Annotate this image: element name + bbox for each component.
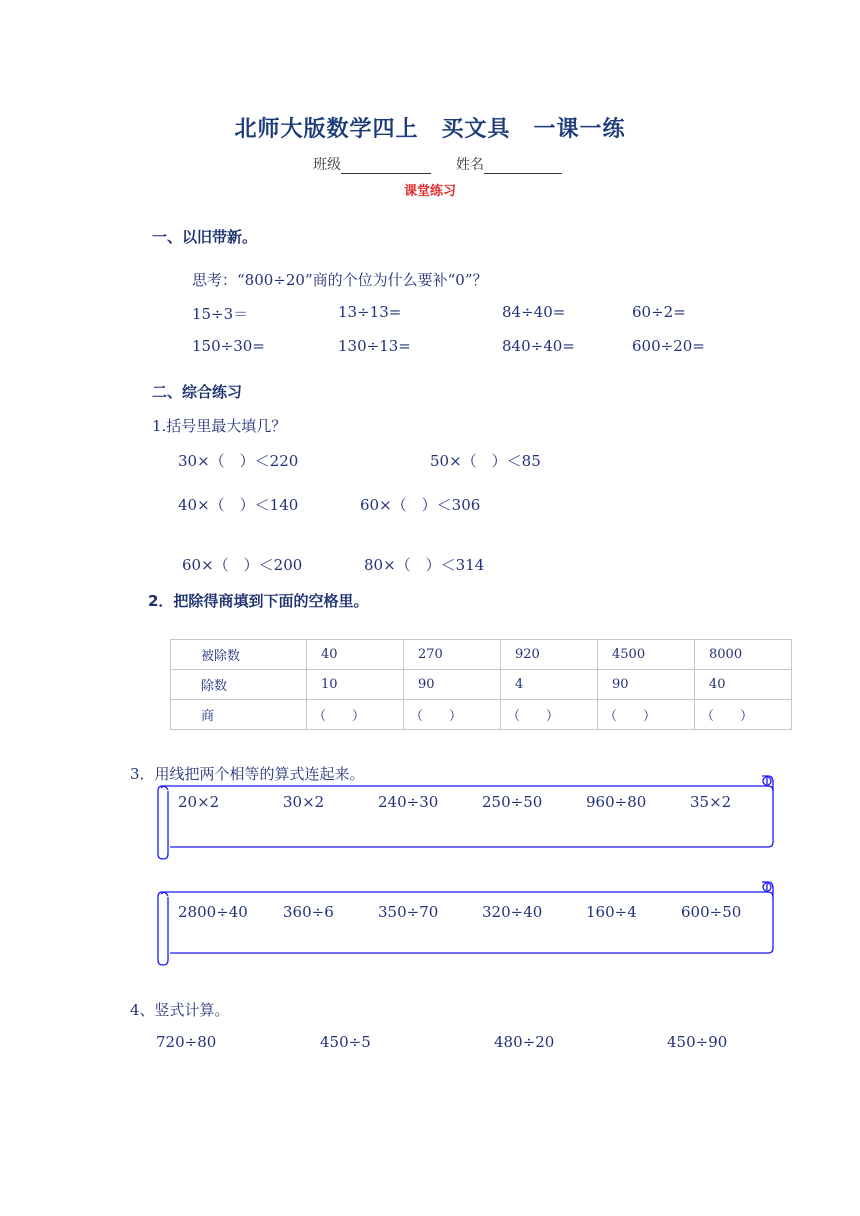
q4-item-4: 450÷90 bbox=[667, 1033, 728, 1051]
scroll2-expr[interactable]: 360÷6 bbox=[283, 903, 334, 921]
quotient-blank[interactable]: （ ） bbox=[598, 700, 695, 730]
s1-r2-c2: 130÷13= bbox=[338, 337, 411, 355]
quotient-blank[interactable]: （ ） bbox=[307, 700, 404, 730]
s1-r1-c2: 13÷13= bbox=[338, 303, 402, 321]
q1-item-5: 60×（ ）＜200 bbox=[182, 556, 303, 574]
name-label: 姓名 bbox=[456, 157, 484, 173]
dividend-label: 被除数 bbox=[171, 640, 307, 670]
s1-r2-c3: 840÷40= bbox=[502, 337, 575, 355]
table-row bbox=[171, 670, 792, 700]
divisor-cell: 90 bbox=[404, 670, 501, 700]
quotient-blank[interactable]: （ ） bbox=[501, 700, 598, 730]
q4-item-3: 480÷20 bbox=[494, 1033, 555, 1051]
dividend-cell: 4500 bbox=[598, 640, 695, 670]
scroll2-expr[interactable]: 600÷50 bbox=[681, 903, 742, 921]
s1-r1-c4: 60÷2= bbox=[632, 303, 686, 321]
scroll1-expr[interactable]: 250÷50 bbox=[482, 793, 543, 811]
q1-item-4: 60×（ ）＜306 bbox=[360, 496, 481, 514]
q4-item-1: 720÷80 bbox=[156, 1033, 217, 1051]
scroll1-expr[interactable]: 35×2 bbox=[690, 793, 732, 811]
quotient-blank[interactable]: （ ） bbox=[404, 700, 501, 730]
q1-item-1: 30×（ ）＜220 bbox=[178, 452, 299, 470]
quotient-table bbox=[170, 639, 792, 730]
section1-heading: 一、以旧带新。 bbox=[152, 228, 258, 246]
q4-prompt: 4、竖式计算。 bbox=[130, 1001, 230, 1019]
q4-item-2: 450÷5 bbox=[320, 1033, 371, 1051]
q2-prompt: 2．把除得商填到下面的空格里。 bbox=[148, 592, 369, 610]
dividend-cell: 270 bbox=[404, 640, 501, 670]
q1-prompt: 1.括号里最大填几？ bbox=[152, 417, 287, 435]
q1-item-2: 50×（ ）＜85 bbox=[430, 452, 541, 470]
scroll1-expr[interactable]: 30×2 bbox=[283, 793, 325, 811]
divisor-cell: 4 bbox=[501, 670, 598, 700]
q3-prompt: 3．用线把两个相等的算式连起来。 bbox=[130, 765, 365, 783]
class-label: 班级 bbox=[313, 157, 341, 173]
scroll2-expr[interactable]: 350÷70 bbox=[378, 903, 439, 921]
table-row bbox=[171, 700, 792, 730]
s1-r1-c1: 15÷3＝ bbox=[192, 305, 249, 323]
divisor-cell: 40 bbox=[695, 670, 792, 700]
dividend-cell: 920 bbox=[501, 640, 598, 670]
page-title: 北师大版数学四上 买文具 一课一练 bbox=[234, 117, 626, 142]
scroll2-expr[interactable]: 160÷4 bbox=[586, 903, 637, 921]
class-blank bbox=[341, 159, 431, 174]
think-question: 思考：“800÷20”商的个位为什么要补“0”？ bbox=[192, 271, 488, 289]
quotient-label: 商 bbox=[171, 700, 307, 730]
s1-r2-c4: 600÷20= bbox=[632, 337, 705, 355]
divisor-cell: 90 bbox=[598, 670, 695, 700]
q1-item-6: 80×（ ）＜314 bbox=[364, 556, 485, 574]
name-field bbox=[456, 154, 562, 174]
divisor-cell: 10 bbox=[307, 670, 404, 700]
table-row bbox=[171, 640, 792, 670]
s1-r1-c3: 84÷40= bbox=[502, 303, 566, 321]
s1-r2-c1: 150÷30= bbox=[192, 337, 265, 355]
scroll2-expr[interactable]: 320÷40 bbox=[482, 903, 543, 921]
dividend-cell: 8000 bbox=[695, 640, 792, 670]
scroll1-expr[interactable]: 20×2 bbox=[178, 793, 220, 811]
quotient-blank[interactable]: （ ） bbox=[695, 700, 792, 730]
scroll-frame-1 bbox=[156, 774, 778, 862]
dividend-cell: 40 bbox=[307, 640, 404, 670]
class-field bbox=[313, 154, 431, 174]
section2-heading: 二、综合练习 bbox=[152, 383, 243, 401]
subtitle: 课堂练习 bbox=[403, 184, 456, 199]
name-blank bbox=[484, 159, 562, 174]
q1-item-3: 40×（ ）＜140 bbox=[178, 496, 299, 514]
scroll1-expr[interactable]: 960÷80 bbox=[586, 793, 647, 811]
scroll1-expr[interactable]: 240÷30 bbox=[378, 793, 439, 811]
scroll-frame-2 bbox=[156, 880, 778, 968]
divisor-label: 除数 bbox=[171, 670, 307, 700]
scroll2-expr[interactable]: 2800÷40 bbox=[178, 903, 248, 921]
